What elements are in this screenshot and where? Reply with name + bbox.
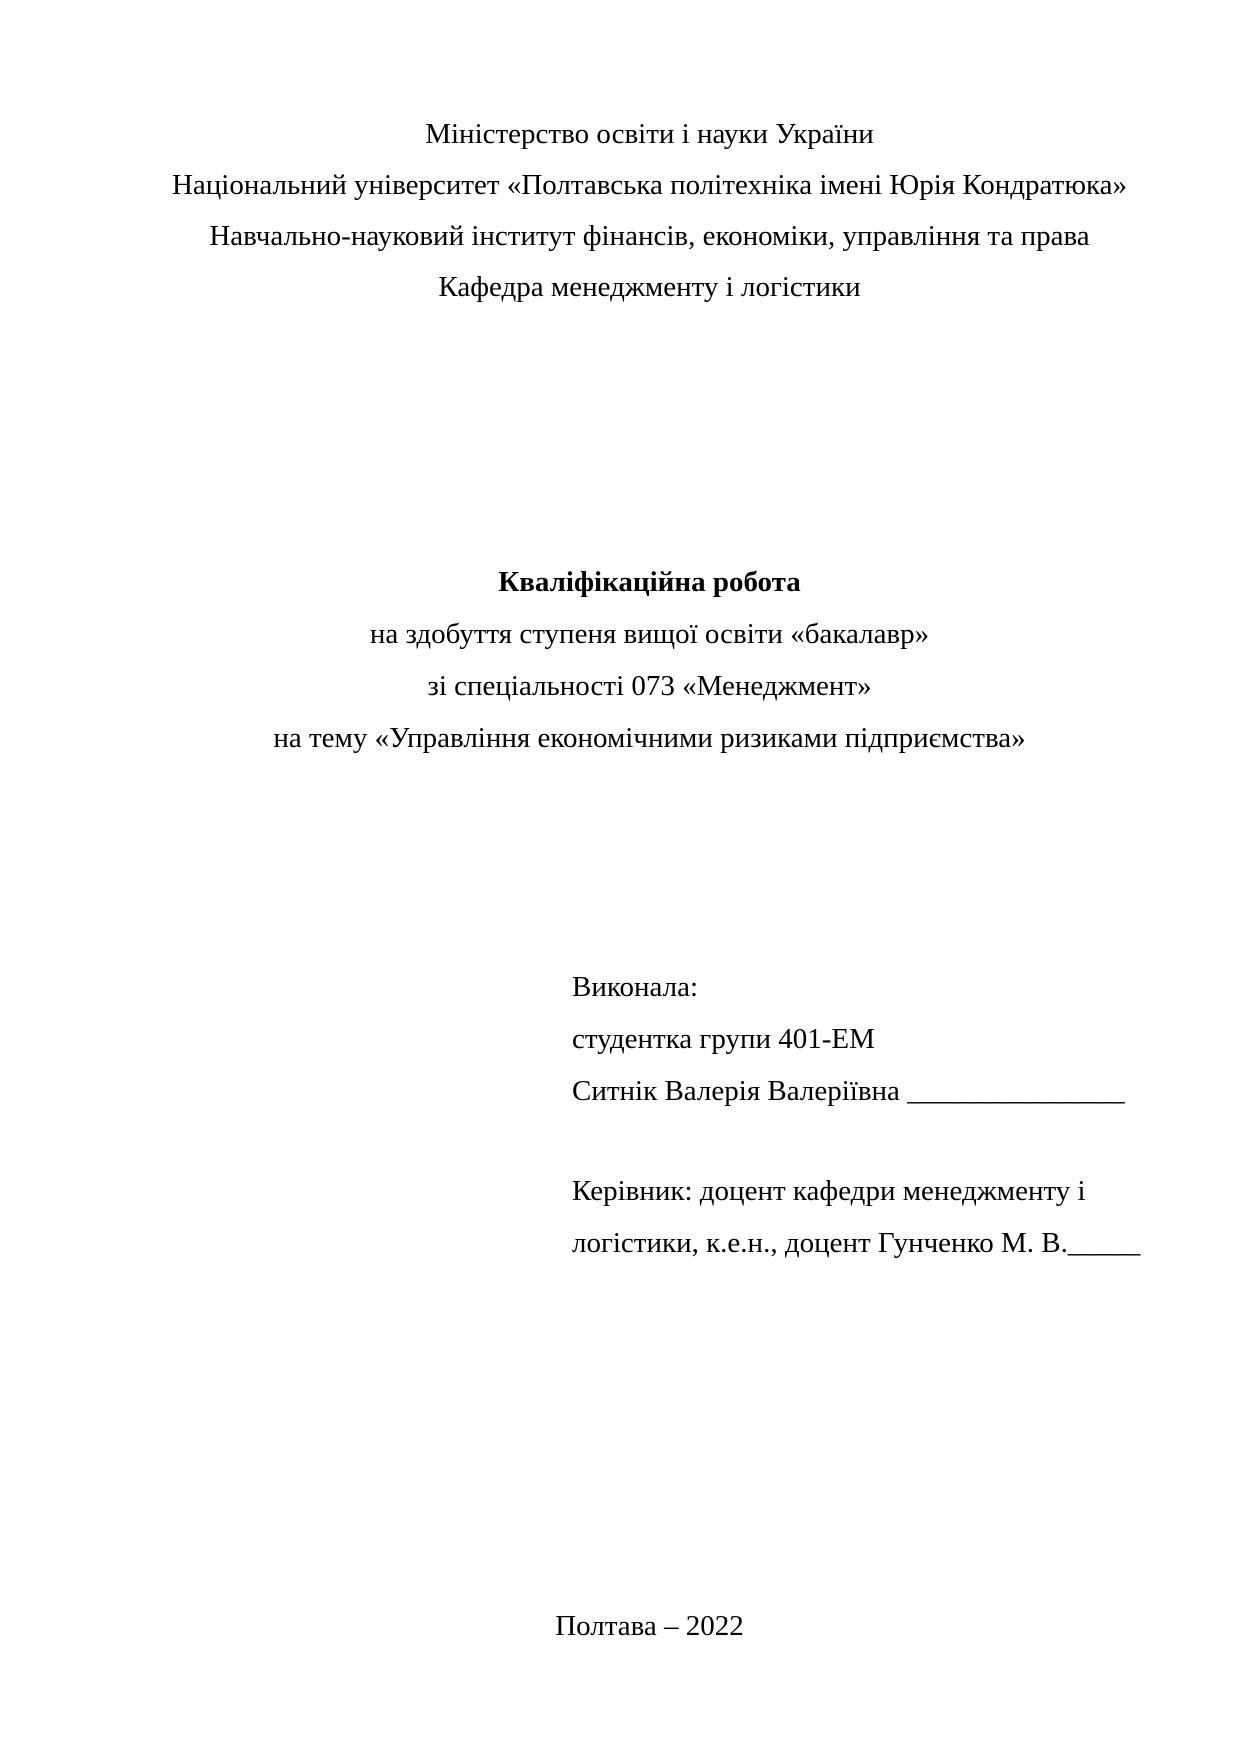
city-year-line: Полтава – 2022 <box>555 1610 744 1642</box>
executor-label: Виконала: <box>572 971 699 1003</box>
department-line: Кафедра менеджменту і логістики <box>438 271 861 303</box>
supervisor-line-2: логістики, к.е.н., доцент Гунченко М. В._____ <box>572 1227 1141 1259</box>
institute-line: Навчально-науковий інститут фінансів, економіки, управління та права <box>209 220 1090 252</box>
ministry-line: Міністерство освіти і науки України <box>425 118 874 150</box>
executor-group: студентка групи 401-ЕМ <box>572 1023 875 1055</box>
footer <box>148 1601 1151 1652</box>
degree-line: на здобуття ступеня вищої освіти «бакалавр» <box>369 618 930 650</box>
executor-name-line: Ситнік Валерія Валеріївна _______________ <box>572 1075 1125 1107</box>
supervisor-block <box>572 1165 1180 1269</box>
university-header <box>148 109 1151 313</box>
university-line: Національний університет «Полтавська політехніка імені Юрія Кондратюка» <box>171 169 1128 201</box>
thesis-title: Кваліфікаційна робота <box>498 566 801 598</box>
executor-block <box>572 961 1180 1117</box>
supervisor-line-1: Керівник: доцент кафедри менеджменту і <box>572 1175 1086 1207</box>
specialty-line: зі спеціальності 073 «Менеджмент» <box>427 670 872 702</box>
thesis-title-block <box>148 556 1151 764</box>
topic-line: на тему «Управління економічними ризиками підприємства» <box>273 722 1026 754</box>
